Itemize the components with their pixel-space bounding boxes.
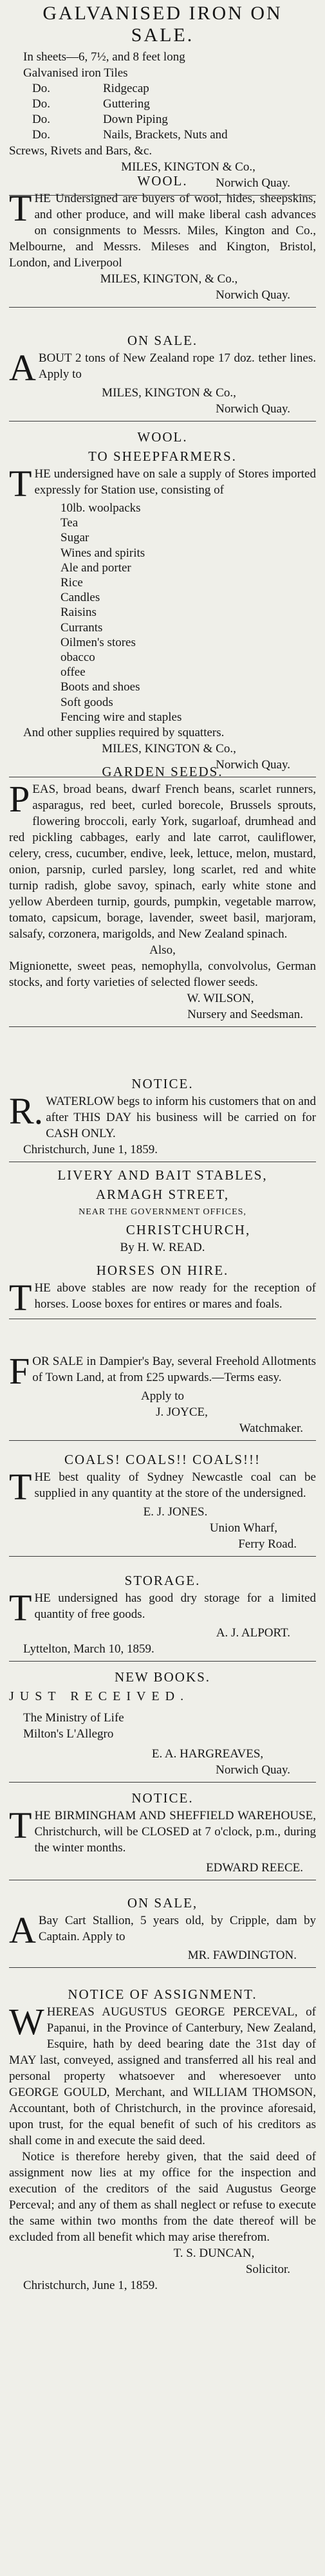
advert-line: Screws, Rivets and Bars, &c.	[9, 144, 153, 158]
advert-subheading: HORSES ON HIRE.	[96, 1263, 229, 1278]
ditto-item: Down Piping	[103, 113, 168, 126]
list-item: Fencing wire and staples	[60, 710, 182, 724]
drop-cap: T	[9, 463, 32, 505]
advertiser-address: Norwich Quay.	[216, 758, 290, 772]
advert-rope-sale	[0, 328, 325, 425]
advertiser-trade: Solicitor.	[245, 2263, 290, 2276]
advert-subheading: ARMAGH STREET,	[95, 1187, 230, 1202]
advert-heading: NOTICE.	[131, 1076, 194, 1091]
divider	[9, 1782, 316, 1783]
advertiser-name: EDWARD REECE.	[206, 1861, 303, 1875]
advertiser-name: By H. W. READ.	[120, 1241, 205, 1254]
advert-body-text: OR SALE in Dampier's Bay, several Freehold Allotments of Town Land, at from £25 upwards.—Terms easy.	[32, 1355, 316, 1384]
divider	[9, 1661, 316, 1662]
list-item: Sugar	[60, 531, 89, 545]
advertiser-name: MILES, KINGTON & Co.,	[102, 742, 236, 756]
advertiser-name: A. J. ALPORT.	[216, 1626, 290, 1640]
advert-storage	[0, 1568, 325, 1665]
advertiser-name: MILES, KINGTON & Co.,	[102, 386, 236, 400]
advert-body-text: WATERLOW begs to inform his customers that on and after THIS DAY his business will be carried on for CASH ONLY.	[46, 1095, 316, 1140]
advert-heading: LIVERY AND BAIT STABLES,	[57, 1167, 268, 1183]
drop-cap: T	[9, 1804, 32, 1846]
advert-line: NEAR THE GOVERNMENT OFFICES,	[79, 1207, 246, 1217]
advertiser-address: Norwich Quay.	[216, 402, 290, 416]
advertiser-address: Union Wharf,	[209, 1521, 277, 1535]
advert-line: In sheets—6, 7½, and 8 feet long	[23, 50, 185, 64]
advert-subheading: TO SHEEPFARMERS.	[88, 449, 237, 464]
list-item: Ale and porter	[60, 561, 131, 575]
advert-heading: NEW BOOKS.	[114, 1669, 211, 1685]
advert-stallion	[0, 1891, 325, 1982]
ditto-mark: Do.	[32, 128, 50, 142]
advert-heading: GARDEN SEEDS.	[102, 764, 223, 779]
list-item: Milton's L'Allegro	[23, 1727, 114, 1741]
drop-cap: A	[9, 347, 36, 389]
list-item: Tea	[60, 516, 79, 530]
ditto-row	[9, 112, 316, 127]
advert-body	[9, 347, 316, 389]
advert-body	[9, 778, 316, 942]
list-item: Wines and spirits	[60, 546, 145, 560]
advert-line: Galvanised iron Tiles	[23, 66, 128, 80]
advert-notice-waterlow	[0, 1071, 325, 1163]
divider	[9, 1556, 316, 1557]
advertiser-name: MILES, KINGTON, & Co.,	[100, 272, 238, 286]
divider	[9, 1967, 316, 1968]
advert-heading: STORAGE.	[124, 1573, 201, 1588]
advert-land-sale	[0, 1349, 325, 1447]
list-item: The Ministry of Life	[23, 1711, 124, 1725]
advertiser-address: Ferry Road.	[238, 1537, 297, 1551]
advert-line: Apply to	[140, 1389, 185, 1403]
advert-body-text: HE undersigned have on sale a supply of Stores imported expressly for Station use, consisting of	[34, 467, 316, 497]
dateline: Lyttelton, March 10, 1859.	[23, 1642, 154, 1656]
list-item: Boots and shoes	[60, 680, 140, 694]
advert-body	[9, 1090, 316, 1142]
advertiser-name: W. WILSON,	[187, 992, 254, 1005]
advert-body-text: HE undersigned has good dry storage for a limited quantity of free goods.	[34, 1591, 316, 1621]
list-item: Currants	[60, 620, 103, 635]
ditto-mark: Do.	[32, 97, 50, 111]
dateline: Christchurch, June 1, 1859.	[23, 1143, 158, 1156]
advert-heading: WOOL.	[137, 173, 188, 189]
advert-heading: ON SALE,	[127, 1895, 198, 1911]
advert-body	[9, 1349, 316, 1392]
drop-cap: F	[9, 1350, 30, 1392]
ditto-item: Ridgecap	[103, 82, 149, 95]
advert-body-text: EAS, broad beans, dwarf French beans, scarlet runners, asparagus, red beet, curled borecole, Brussels sprouts, flowering broccoli, early York, sugarloaf, drumhead and red pickling cabbages, early and late carrot, cauliflower, celery, cress, cucumber, endive, leek, lettuce, melon, mustard, onion, parsnip, curled parsley, long scarlet, red and white turnip radish, globe savoy, spinach, early white stone and yellow Aberdeen turnip, gourds, pumpkin, vegetable marrow, tomato, capsicum, borage, lavender, sweet basil, marjoram, salsafy, corzonera, marigolds, and New Zealand spinach.	[9, 783, 316, 941]
advert-livery-stables	[0, 1163, 325, 1349]
drop-cap: R.	[9, 1090, 44, 1132]
ditto-row	[9, 127, 316, 143]
advertiser-name: J. JOYCE,	[156, 1405, 208, 1419]
ditto-item: Guttering	[103, 97, 150, 111]
advertiser-name: E. J. JONES.	[143, 1505, 208, 1519]
list-item: Rice	[60, 576, 83, 590]
ditto-mark: Do.	[32, 113, 50, 126]
advertiser-trade: Watchmaker.	[239, 1422, 303, 1435]
list-item: offee	[60, 665, 86, 680]
advert-heading: COALS! COALS!! COALS!!!	[64, 1452, 261, 1467]
ditto-row	[9, 97, 316, 112]
advert-body-text: HEREAS AUGUSTUS GEORGE PERCEVAL, of Papanui, in the Province of Canterbury, New Zealand, Esquire, hath by deed bearing date the 31st day of MAY last, conveyed, assigned and transferred all his real and personal property whatsoever and wheresoever unto GEORGE GOULD, Merchant, and WILLIAM THOMSON, Accountant, both of Christchurch, in the province aforesaid, upon trust, for the equal benefit of such of his creditors as shall come in and execute the said deed.	[9, 2005, 316, 2147]
advert-body-text: HE above stables are now ready for the reception of horses. Loose boxes for entires or mares and foals.	[34, 1281, 316, 1311]
drop-cap: T	[9, 1277, 32, 1319]
ditto-mark: Do.	[32, 82, 50, 95]
ditto-row	[9, 81, 316, 97]
drop-cap: A	[9, 1909, 36, 1951]
ditto-item: Nails, Brackets, Nuts and	[103, 128, 228, 142]
list-item: 10lb. woolpacks	[60, 501, 141, 515]
advert-body	[9, 2001, 316, 2149]
advert-line: Also,	[149, 943, 176, 957]
advert-body	[9, 463, 316, 505]
divider	[9, 307, 316, 308]
advert-title: GALVANISED IRON ON SALE.	[42, 3, 283, 46]
advert-coals	[0, 1447, 325, 1568]
advertiser-name: T. S. DUNCAN,	[173, 2247, 255, 2260]
advert-body-text: HE best quality of Sydney Newcastle coal can be supplied in any quantity at the store of the undersigned.	[34, 1470, 316, 1500]
advert-heading: NOTICE.	[131, 1790, 194, 1806]
drop-cap: P	[9, 778, 30, 820]
advert-town: CHRISTCHURCH,	[125, 1222, 251, 1237]
advertiser-address: Norwich Quay.	[216, 176, 290, 190]
advert-body-text: Bay Cart Stallion, 5 years old, by Cripple, dam by Captain. Apply to	[38, 1914, 316, 1943]
advert-body	[9, 1466, 316, 1508]
divider	[9, 1026, 316, 1027]
divider	[9, 421, 316, 422]
advertiser-name: E. A. HARGREAVES,	[151, 1747, 264, 1761]
advert-body-text: HE BIRMINGHAM AND SHEFFIELD WAREHOUSE, Christchurch, will be CLOSED at 7 o'clock, p.m., during the winter months.	[34, 1809, 316, 1855]
advertiser-trade: Nursery and Seedsman.	[187, 1008, 303, 1021]
drop-cap: W	[9, 2001, 44, 2043]
advert-new-books	[0, 1665, 325, 1786]
advert-body	[9, 1587, 316, 1629]
advert-body	[9, 1804, 316, 1856]
advert-heading: WOOL.	[137, 429, 188, 445]
advert-body-text: Mignionette, sweet peas, nemophylla, convolvolus, German stocks, and forty varieties of selected flower seeds.	[9, 959, 316, 989]
list-item: obacco	[60, 651, 95, 665]
advert-body-text: BOUT 2 tons of New Zealand rope 17 doz. tether lines. Apply to	[38, 351, 316, 381]
advert-subheading: JUST RECEIVED.	[9, 1689, 190, 1703]
advertiser-address: Norwich Quay.	[216, 288, 290, 302]
advertiser-name: MILES, KINGTON & Co.,	[121, 160, 255, 174]
drop-cap: T	[9, 187, 32, 229]
divider	[9, 1440, 316, 1441]
advert-heading: ON SALE.	[127, 333, 198, 348]
drop-cap: T	[9, 1587, 32, 1629]
advert-wool-buyers	[0, 169, 325, 328]
advertiser-name: MR. FAWDINGTON.	[187, 1949, 297, 1962]
advert-heading: NOTICE OF ASSIGNMENT.	[68, 1987, 257, 2002]
drop-cap: T	[9, 1466, 32, 1508]
advert-body-text: HE Undersigned are buyers of wool, hides, sheepskins, and other produce, and will make liberal cash advances on consignments to Messrs. Miles, Kington and Co., Melbourne, and Messrs. Mileses and Kington, Bristol, London, and Liverpool	[9, 192, 316, 270]
dateline: Christchurch, June 1, 1859.	[23, 2279, 158, 2292]
advertiser-address: Norwich Quay.	[216, 1763, 290, 1777]
advert-body	[9, 187, 316, 271]
goods-list	[9, 501, 316, 725]
list-item: Candles	[60, 591, 100, 605]
list-item: Oilmen's stores	[60, 635, 136, 649]
advert-body-text: Notice is therefore hereby given, that the said deed of assignment now lies at my office for the inspection and execution of the creditors of the said Augustus George Perceval; and any of them as shall neglect or refuse to execute the same within two months from the date thereof will be excluded from all benefit which may arise therefrom.	[9, 2150, 316, 2244]
advert-garden-seeds	[0, 759, 325, 1071]
list-item: Raisins	[60, 606, 97, 620]
advert-body	[9, 1277, 316, 1319]
advert-notice-warehouse	[0, 1786, 325, 1891]
advert-notice-assignment	[0, 1982, 325, 2319]
list-item: Soft goods	[60, 695, 113, 709]
advert-line: And other supplies required by squatters.	[23, 726, 225, 740]
advert-body	[9, 1909, 316, 1951]
